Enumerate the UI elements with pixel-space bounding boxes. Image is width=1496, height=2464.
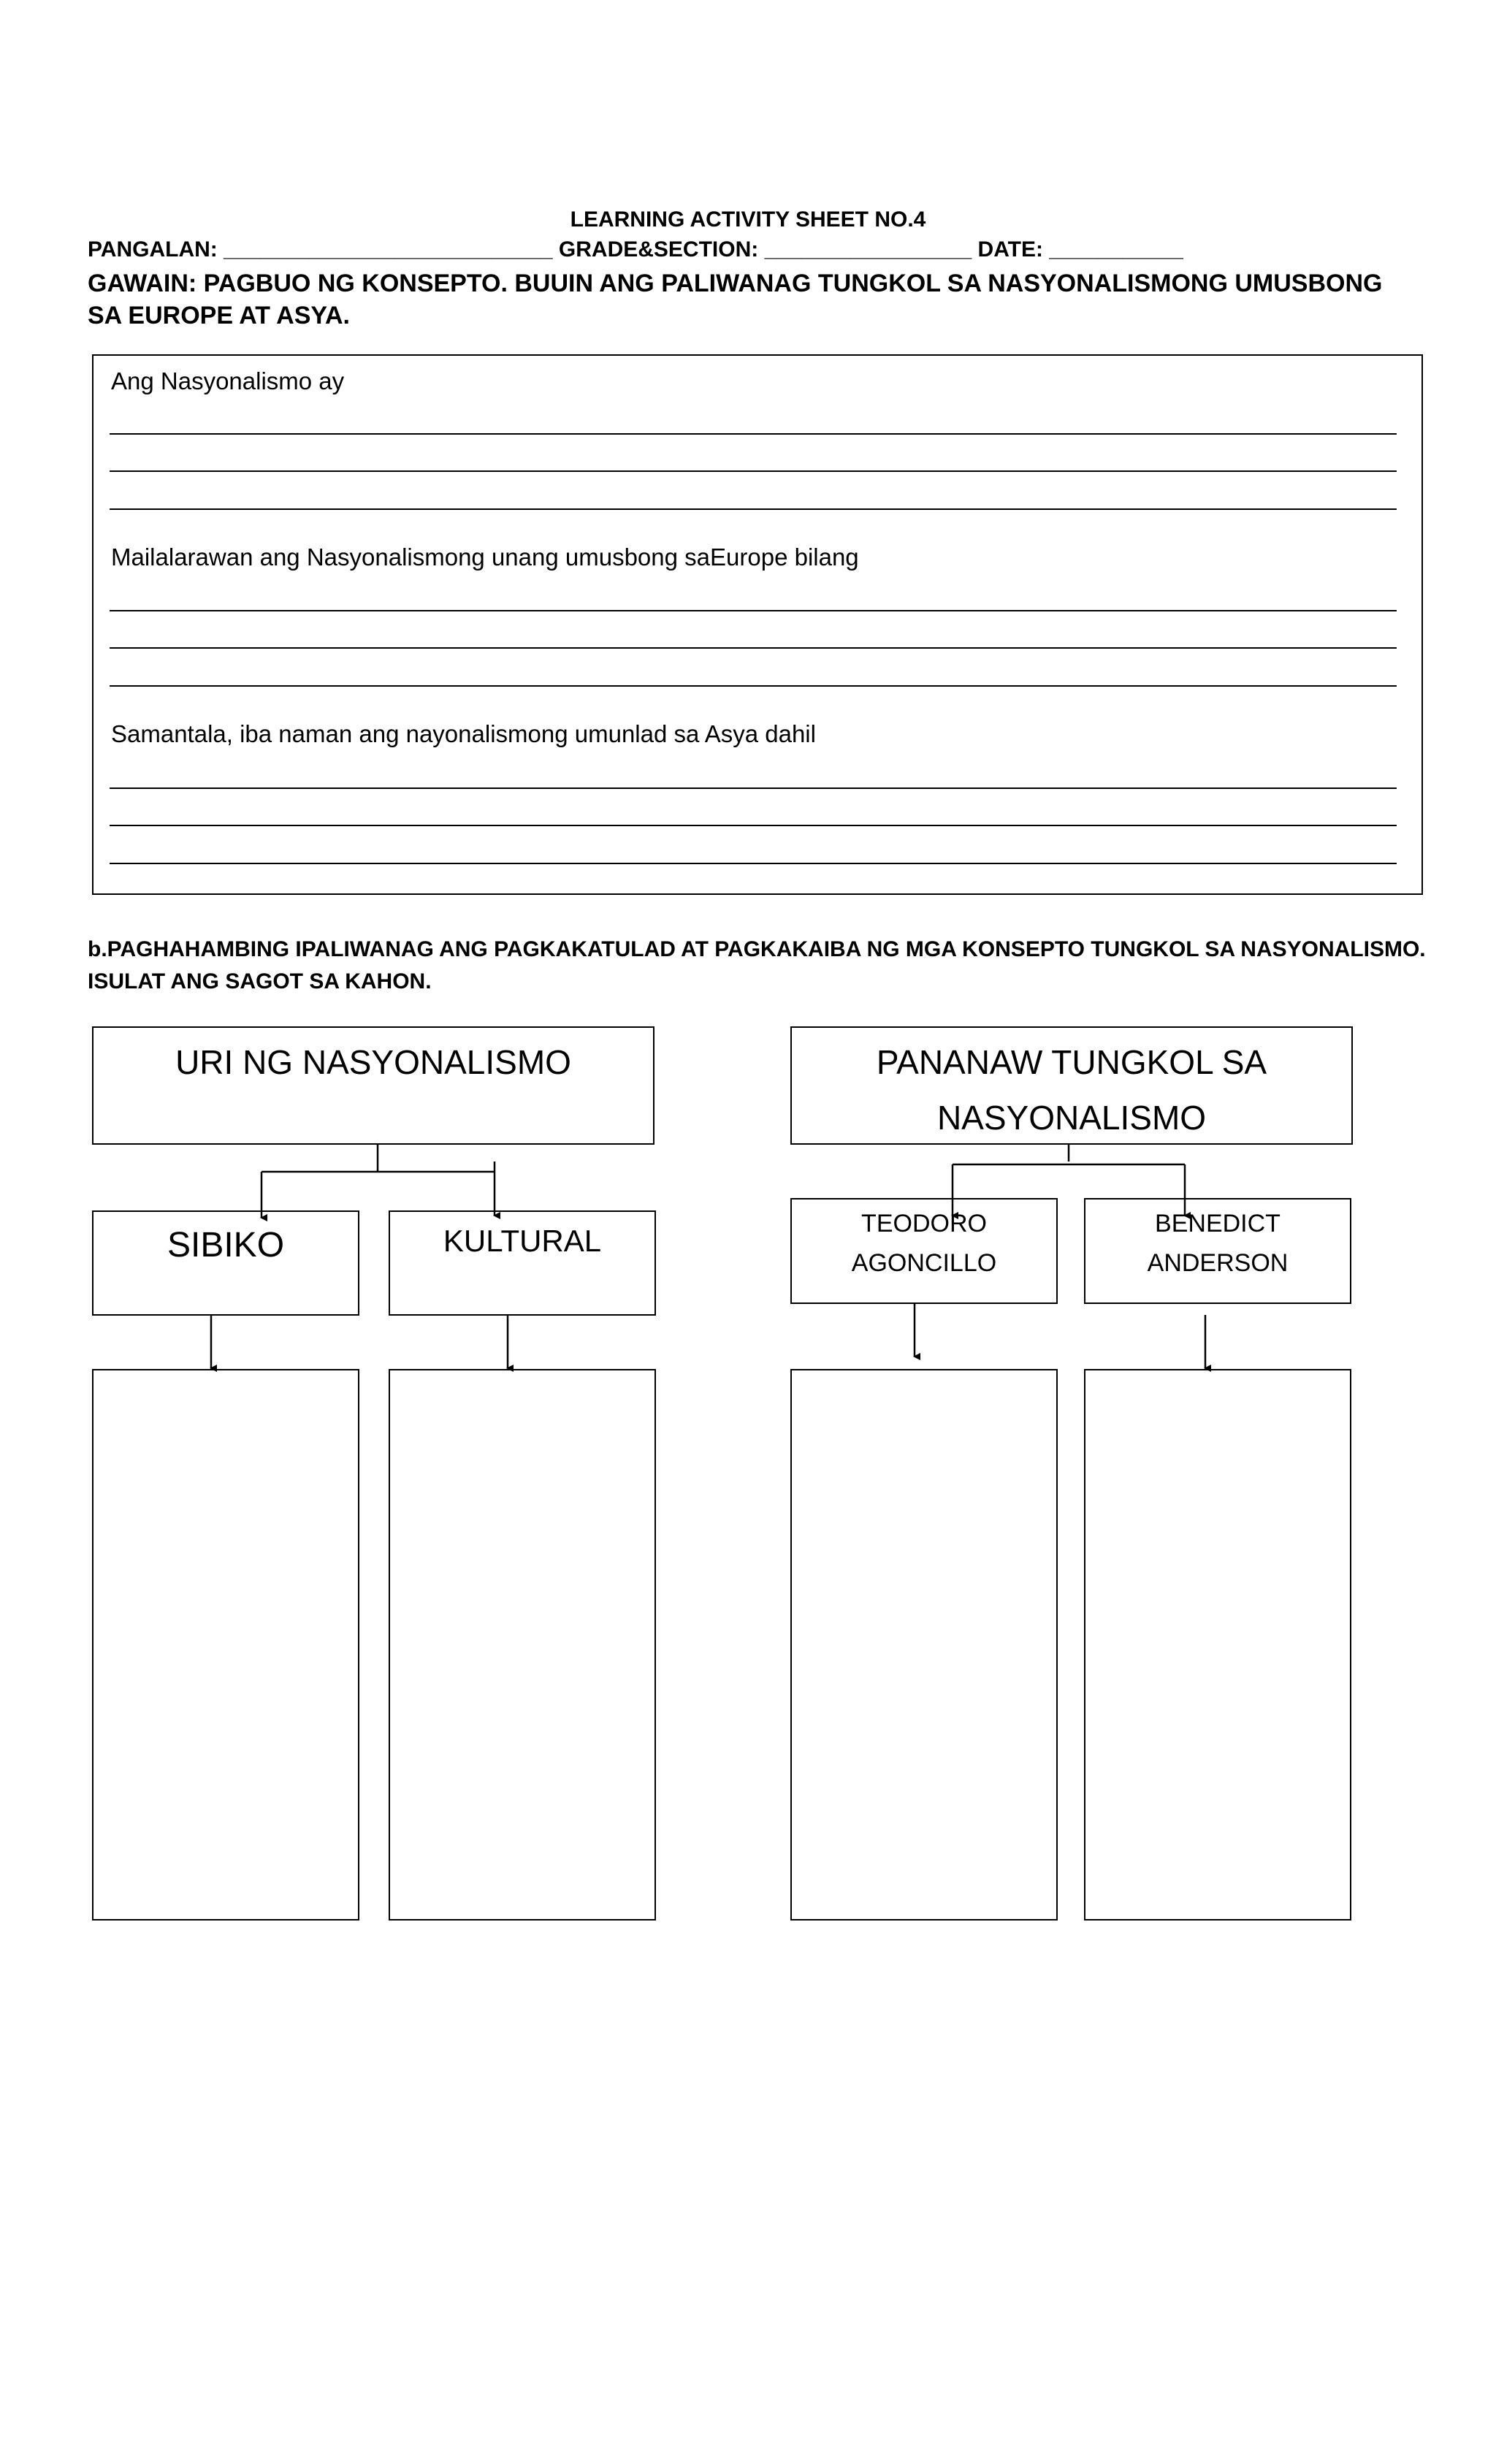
agoncillo-answer-box[interactable] bbox=[790, 1369, 1058, 1921]
benedict-anderson-box bbox=[1084, 1198, 1351, 1304]
sibiko-box bbox=[92, 1210, 359, 1316]
sibiko-label: SIBIKO bbox=[167, 1226, 285, 1265]
task-instruction: GAWAIN: PAGBUO NG KONSEPTO. BUUIN ANG PALIWANAG TUNGKOL SA NASYONALISMONG UMUSBONG SA EUROPE AT ASYA. bbox=[88, 270, 1383, 329]
anderson-label: ANDERSON bbox=[1147, 1249, 1289, 1277]
kultural-answer-box[interactable] bbox=[389, 1369, 656, 1921]
teodoro-label: TEODORO bbox=[861, 1210, 987, 1237]
benedict-label: BENEDICT bbox=[1155, 1210, 1281, 1237]
pananaw-box bbox=[790, 1026, 1353, 1145]
pananaw-label-line2: NASYONALISMO bbox=[936, 1099, 1207, 1137]
pananaw-label-line1: PANANAW TUNGKOL SA bbox=[876, 1043, 1267, 1081]
teodoro-agoncillo-box bbox=[790, 1198, 1058, 1304]
sibiko-answer-box[interactable] bbox=[92, 1369, 359, 1921]
prompt-asya: Samantala, iba naman ang nayonalismong umunlad sa Asya dahil bbox=[111, 720, 816, 747]
prompt-nasyonalismo: Ang Nasyonalismo ay bbox=[111, 367, 345, 394]
section-b-instruction: b.PAGHAHAMBING IPALIWANAG ANG PAGKAKATULAD AT PAGKAKAIBA NG MGA KONSEPTO TUNGKOL SA NASYONALISMO. ISULAT ANG SAGOT SA KAHON. bbox=[88, 937, 1426, 993]
kultural-label: KULTURAL bbox=[443, 1224, 602, 1258]
prompt-europe: Mailalarawan ang Nasyonalismong unang umusbong saEurope bilang bbox=[111, 543, 859, 571]
agoncillo-label: AGONCILLO bbox=[851, 1249, 997, 1277]
uri-ng-nasyonalismo-label: URI NG NASYONALISMO bbox=[175, 1043, 571, 1081]
kultural-box bbox=[389, 1210, 656, 1316]
student-info-fields[interactable]: PANGALAN: ___________________________ GRADE&SECTION: _________________ DATE: ___________ bbox=[88, 237, 1183, 262]
anderson-answer-box[interactable] bbox=[1084, 1369, 1351, 1921]
sheet-title: LEARNING ACTIVITY SHEET NO.4 bbox=[570, 207, 926, 232]
uri-ng-nasyonalismo-box bbox=[92, 1026, 654, 1145]
